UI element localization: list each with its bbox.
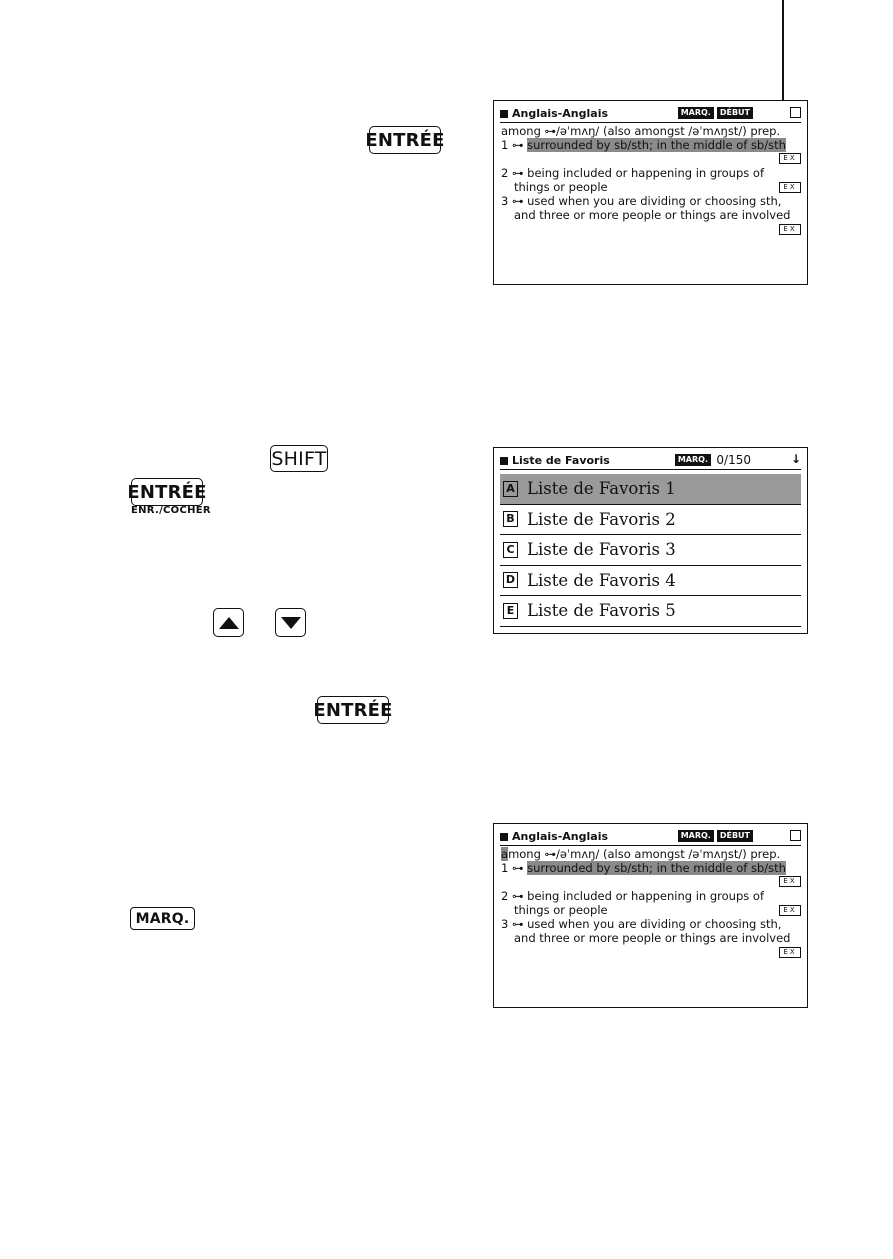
sense-number: 2 ⊶ (501, 889, 524, 903)
sense-2 (501, 166, 801, 180)
entry-text (501, 847, 801, 945)
debut-badge: DÉBUT (717, 107, 753, 119)
up-arrow-key[interactable] (213, 608, 244, 637)
favorites-screen (493, 447, 808, 634)
letter-icon: C (503, 542, 518, 558)
letter-icon: A (503, 481, 518, 497)
favorites-list (500, 474, 801, 627)
sense-3 (501, 917, 801, 931)
down-arrow-key[interactable] (275, 608, 306, 637)
list-item[interactable] (500, 474, 801, 505)
sense-1 (501, 138, 801, 152)
entree-key[interactable]: ENTRÉE (369, 126, 441, 154)
definition: being included or happening in groups of (527, 889, 765, 903)
sense-number: 3 ⊶ (501, 917, 524, 931)
list-item-label: Liste de Favoris 5 (527, 601, 676, 621)
sense-number: 3 ⊶ (501, 194, 524, 208)
marq-badge: MARQ. (678, 107, 714, 119)
ex-badge: EX (779, 947, 801, 958)
down-triangle-icon (281, 617, 301, 629)
ex-badge: EX (779, 905, 801, 916)
entree-key[interactable]: ENTRÉE (131, 478, 203, 506)
checkbox-icon (790, 107, 801, 118)
definition: used when you are dividing or choosing sth, (527, 194, 782, 208)
headword-rest: mong ⊶/əˈmʌŋ/ (also amongst /əˈmʌŋst/) prep. (508, 847, 781, 861)
text-cursor: a (501, 847, 509, 861)
ex-badge: EX (779, 224, 801, 235)
header-badges (678, 830, 753, 842)
square-icon (500, 833, 508, 841)
marq-badge: MARQ. (675, 454, 711, 466)
marq-badge: MARQ. (678, 830, 714, 842)
dictionary-screen-marked (493, 823, 808, 1008)
letter-icon: B (503, 511, 518, 527)
definition-cont: things or people (514, 903, 608, 917)
headword-line (501, 847, 801, 861)
ex-badge: EX (779, 153, 801, 164)
sense-number: 2 ⊶ (501, 166, 524, 180)
list-item[interactable] (500, 505, 801, 536)
highlighted-definition: surrounded by sb/sth; in the middle of sb/sth (527, 861, 786, 875)
list-item[interactable] (500, 535, 801, 566)
definition: used when you are dividing or choosing sth, (527, 917, 782, 931)
square-icon (500, 457, 508, 465)
ex-badge: EX (779, 876, 801, 887)
header-badges (678, 107, 753, 119)
letter-icon: D (503, 572, 518, 588)
list-item-label: Liste de Favoris 4 (527, 570, 676, 590)
highlighted-definition: surrounded by sb/sth; in the middle of sb/sth (527, 138, 786, 152)
shift-key[interactable]: SHIFT (270, 445, 328, 472)
marq-key[interactable]: MARQ. (130, 907, 195, 930)
screen-title: Anglais-Anglais (512, 107, 609, 120)
screen-title: Anglais-Anglais (512, 830, 609, 843)
definition-cont: and three or more people or things are involved (514, 208, 791, 222)
debut-badge: DÉBUT (717, 830, 753, 842)
sense-2 (501, 889, 801, 903)
definition-cont: things or people (514, 180, 608, 194)
definition: being included or happening in groups of (527, 166, 765, 180)
list-item[interactable] (500, 566, 801, 597)
sense-number: 1 ⊶ (501, 138, 524, 152)
entry-text (501, 124, 801, 222)
sense-1 (501, 861, 801, 875)
favorites-count: 0/150 (716, 453, 751, 467)
list-item-label: Liste de Favoris 1 (527, 479, 676, 499)
ex-badge: EX (779, 182, 801, 193)
square-icon (500, 110, 508, 118)
enr-cocher-label: ENR./COCHER (131, 505, 211, 516)
headword-line: among ⊶/əˈmʌŋ/ (also amongst /əˈmʌŋst/) prep. (501, 124, 781, 138)
screen-header (500, 452, 801, 470)
list-item-label: Liste de Favoris 2 (527, 509, 676, 529)
scroll-down-icon: ↓ (790, 452, 801, 466)
screen-header (500, 828, 801, 846)
screen-title: Liste de Favoris (512, 454, 610, 467)
entree-key[interactable]: ENTRÉE (317, 696, 389, 724)
up-triangle-icon (219, 617, 239, 629)
screen-header (500, 105, 801, 123)
letter-icon: E (503, 603, 518, 619)
sense-3 (501, 194, 801, 208)
list-item[interactable] (500, 596, 801, 627)
sense-number: 1 ⊶ (501, 861, 524, 875)
checkbox-icon (790, 830, 801, 841)
list-item-label: Liste de Favoris 3 (527, 540, 676, 560)
dictionary-screen (493, 100, 808, 285)
definition-cont: and three or more people or things are involved (514, 931, 791, 945)
